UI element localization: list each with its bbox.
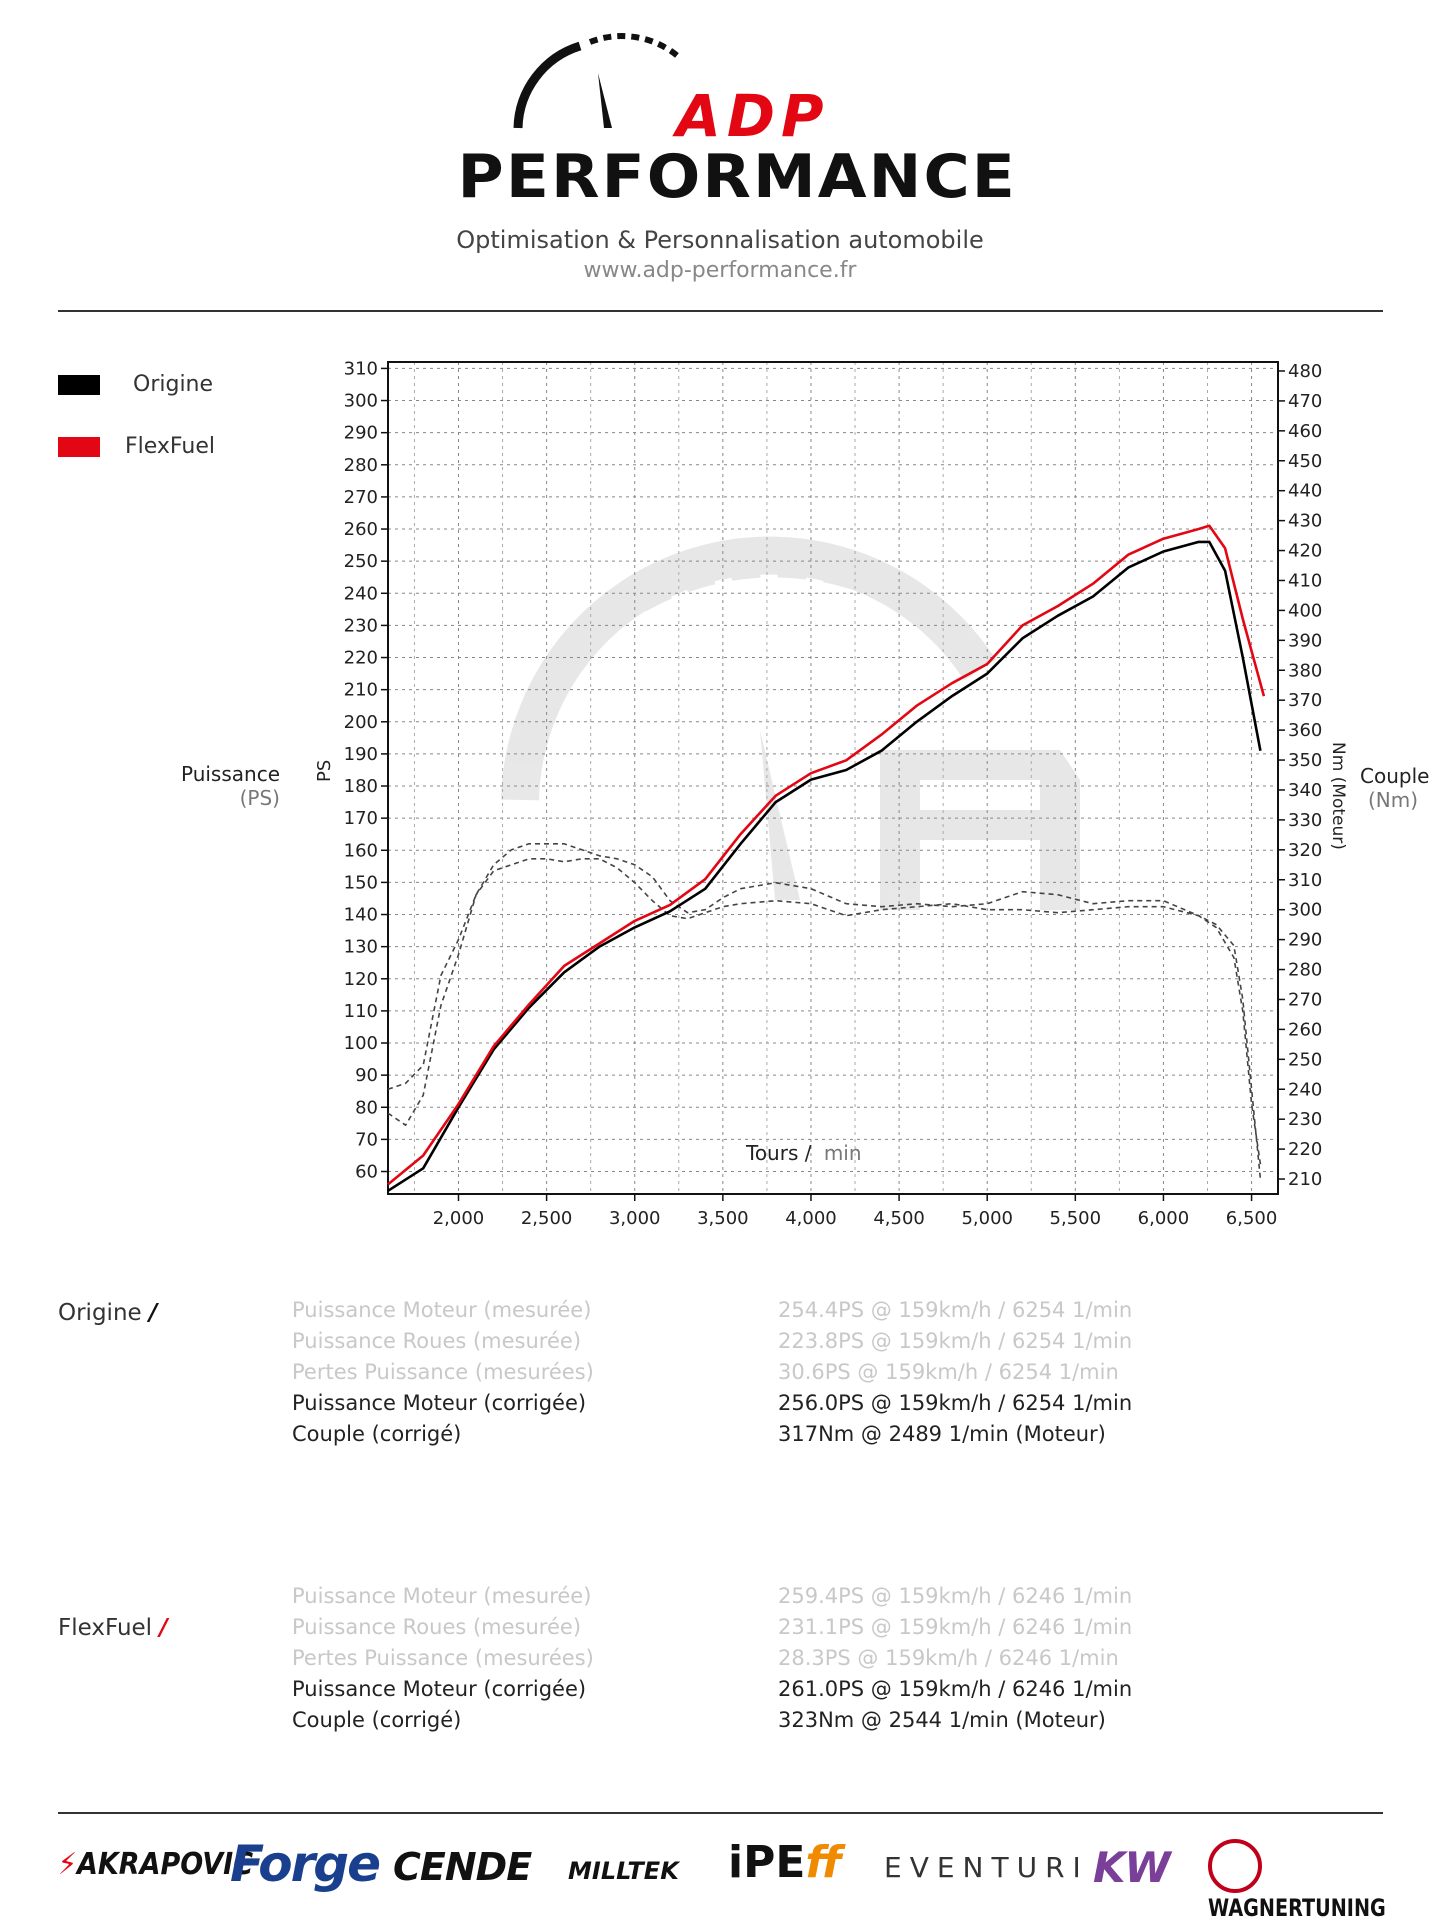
result-label: Puissance Moteur (mesurée) xyxy=(292,1298,592,1322)
tick-label-left: 150 xyxy=(343,872,378,894)
tick-label-x: 2,000 xyxy=(432,1208,485,1229)
partner-forge: Forge xyxy=(230,1835,379,1893)
header-divider xyxy=(58,310,1383,312)
tick-label-right: 410 xyxy=(1288,570,1323,592)
wagner-emblem-icon xyxy=(1208,1839,1262,1893)
ipe-mark-icon: ff xyxy=(805,1837,843,1888)
partner-ipe: iPEff xyxy=(728,1837,843,1888)
result-value: 261.0PS @ 159km/h / 6246 1/min xyxy=(778,1677,1133,1701)
tick-label-left: 90 xyxy=(355,1065,378,1087)
tick-label-left: 270 xyxy=(343,486,378,508)
tick-label-left: 300 xyxy=(343,390,378,412)
result-value: 254.4PS @ 159km/h / 6254 1/min xyxy=(778,1298,1133,1322)
tick-label-right: 300 xyxy=(1288,899,1323,921)
result-label: Puissance Moteur (corrigée) xyxy=(292,1677,587,1701)
tick-label-left: 230 xyxy=(343,615,378,637)
results-title-text: Origine xyxy=(58,1300,142,1326)
result-label: Puissance Roues (mesurée) xyxy=(292,1615,582,1639)
tick-label-right: 340 xyxy=(1288,779,1323,801)
header xyxy=(0,0,1440,320)
tick-label-right: 420 xyxy=(1288,540,1323,562)
tick-label-left: 260 xyxy=(343,519,378,541)
logo-brand: ADP xyxy=(676,82,830,150)
results-title-origine xyxy=(58,1300,157,1326)
tick-label-right: 450 xyxy=(1288,450,1323,472)
tick-label-x: 3,000 xyxy=(608,1208,661,1229)
result-value: 28.3PS @ 159km/h / 6246 1/min xyxy=(778,1646,1119,1670)
right-axis-title-text: Couple xyxy=(1360,764,1430,788)
gauge-logo-icon xyxy=(500,28,690,138)
tick-label-x: 5,500 xyxy=(1049,1208,1102,1229)
partner-milltek: MILLTEK xyxy=(568,1857,679,1885)
tick-label-left: 140 xyxy=(343,904,378,926)
results-title-text: FlexFuel xyxy=(58,1615,153,1641)
left-axis-unit: (PS) xyxy=(239,786,280,810)
result-value: 323Nm @ 2544 1/min (Moteur) xyxy=(778,1708,1106,1732)
result-value: 223.8PS @ 159km/h / 6254 1/min xyxy=(778,1329,1133,1353)
result-label: Puissance Moteur (corrigée) xyxy=(292,1391,587,1415)
tick-label-right: 470 xyxy=(1288,390,1323,412)
tick-label-left: 110 xyxy=(343,1000,378,1022)
tick-label-right: 280 xyxy=(1288,959,1323,981)
result-label: Couple (corrigé) xyxy=(292,1422,462,1446)
tick-label-x: 6,000 xyxy=(1137,1208,1190,1229)
tick-label-left: 120 xyxy=(343,968,378,990)
series-power-flexfuel xyxy=(388,526,1264,1185)
legend-label: Origine xyxy=(133,372,214,397)
tick-label-left: 190 xyxy=(343,743,378,765)
website-link[interactable]: www.adp-performance.fr xyxy=(583,258,857,283)
tick-label-right: 430 xyxy=(1288,510,1323,532)
tick-label-x: 3,500 xyxy=(697,1208,749,1229)
dyno-chart xyxy=(0,340,1440,1240)
tick-label-left: 250 xyxy=(343,551,378,573)
tick-label-left: 200 xyxy=(343,711,378,733)
partner-cende: CENDE xyxy=(393,1845,532,1889)
tick-label-right: 310 xyxy=(1288,869,1323,891)
result-label: Pertes Puissance (mesurées) xyxy=(292,1646,594,1670)
tick-label-left: 240 xyxy=(343,583,378,605)
series-torque-flexfuel xyxy=(388,844,1260,1164)
x-axis-title xyxy=(745,1141,862,1165)
tick-label-left: 170 xyxy=(343,808,378,830)
tick-label-right: 230 xyxy=(1288,1109,1323,1131)
footer-divider xyxy=(58,1812,1383,1814)
tick-label-right: 240 xyxy=(1288,1079,1323,1101)
tick-label-left: 130 xyxy=(343,936,378,958)
partner-eventuri: EVENTURI xyxy=(884,1851,1089,1884)
slash-icon: / xyxy=(159,1615,168,1641)
x-axis-title-text: Tours / xyxy=(746,1141,812,1165)
right-axis-ticks xyxy=(1278,361,1322,1190)
logo-wordmark: PERFORMANCE xyxy=(457,142,1017,212)
result-value: 259.4PS @ 159km/h / 6246 1/min xyxy=(778,1584,1133,1608)
x-axis-unit: min xyxy=(823,1141,862,1165)
left-axis-inner-label: PS xyxy=(314,759,335,782)
tick-label-left: 310 xyxy=(343,358,378,380)
results-title-flexfuel xyxy=(58,1615,168,1641)
akrapovic-icon: ⚡ xyxy=(58,1847,77,1882)
left-axis-ticks xyxy=(344,358,388,1182)
tick-label-right: 260 xyxy=(1288,1019,1323,1041)
left-axis-title-text: Puissance xyxy=(180,762,280,786)
tick-label-x: 4,000 xyxy=(785,1208,837,1229)
tick-label-right: 250 xyxy=(1288,1049,1323,1071)
tick-label-right: 270 xyxy=(1288,989,1323,1011)
tick-label-right: 320 xyxy=(1288,839,1323,861)
tick-label-right: 210 xyxy=(1288,1169,1323,1191)
tick-label-left: 60 xyxy=(355,1161,378,1183)
tick-label-left: 160 xyxy=(343,840,378,862)
series-power-origine xyxy=(388,542,1260,1191)
partner-wagner: WAGNERTUNING xyxy=(1208,1839,1430,1923)
tick-label-left: 180 xyxy=(343,776,378,798)
tick-label-right: 390 xyxy=(1288,630,1323,652)
tick-label-right: 440 xyxy=(1288,480,1323,502)
right-axis-inner-label: Nm (Moteur) xyxy=(1328,742,1348,850)
tick-label-right: 370 xyxy=(1288,690,1323,712)
tick-label-right: 360 xyxy=(1288,720,1323,742)
tick-label-right: 460 xyxy=(1288,420,1323,442)
tick-label-left: 210 xyxy=(343,679,378,701)
tick-label-left: 220 xyxy=(343,647,378,669)
tick-label-right: 290 xyxy=(1288,929,1323,951)
tick-label-right: 330 xyxy=(1288,809,1323,831)
tick-label-x: 4,500 xyxy=(873,1208,925,1229)
tick-label-left: 280 xyxy=(343,454,378,476)
tick-label-left: 100 xyxy=(343,1033,378,1055)
legend-label: FlexFuel xyxy=(125,434,215,459)
x-axis-ticks xyxy=(433,1194,1278,1229)
result-value: 317Nm @ 2489 1/min (Moteur) xyxy=(778,1422,1106,1446)
result-value: 231.1PS @ 159km/h / 6246 1/min xyxy=(778,1615,1133,1639)
tagline: Optimisation & Personnalisation automobile xyxy=(456,226,984,254)
result-label: Pertes Puissance (mesurées) xyxy=(292,1360,594,1384)
tick-label-right: 220 xyxy=(1288,1139,1323,1161)
tick-label-left: 70 xyxy=(355,1129,378,1151)
partner-kw: KW xyxy=(1093,1843,1171,1892)
result-label: Couple (corrigé) xyxy=(292,1708,462,1732)
result-label: Puissance Roues (mesurée) xyxy=(292,1329,582,1353)
tick-label-x: 5,000 xyxy=(961,1208,1013,1229)
result-label: Puissance Moteur (mesurée) xyxy=(292,1584,592,1608)
right-axis-unit: (Nm) xyxy=(1368,788,1419,812)
partner-logos xyxy=(58,1835,1388,1922)
tick-label-right: 350 xyxy=(1288,750,1323,772)
tick-label-left: 290 xyxy=(343,422,378,444)
partner-akrapovic: ⚡AKRAPOVIČ xyxy=(58,1847,254,1882)
tick-label-left: 80 xyxy=(355,1097,378,1119)
tick-label-right: 380 xyxy=(1288,660,1323,682)
result-value: 30.6PS @ 159km/h / 6254 1/min xyxy=(778,1360,1119,1384)
tick-label-right: 480 xyxy=(1288,360,1323,382)
result-value: 256.0PS @ 159km/h / 6254 1/min xyxy=(778,1391,1133,1415)
tick-label-x: 6,500 xyxy=(1225,1208,1278,1229)
watermark-logo-icon xyxy=(520,556,1080,910)
slash-icon: / xyxy=(148,1300,158,1326)
tick-label-x: 2,500 xyxy=(520,1208,573,1229)
tick-label-right: 400 xyxy=(1288,600,1323,622)
